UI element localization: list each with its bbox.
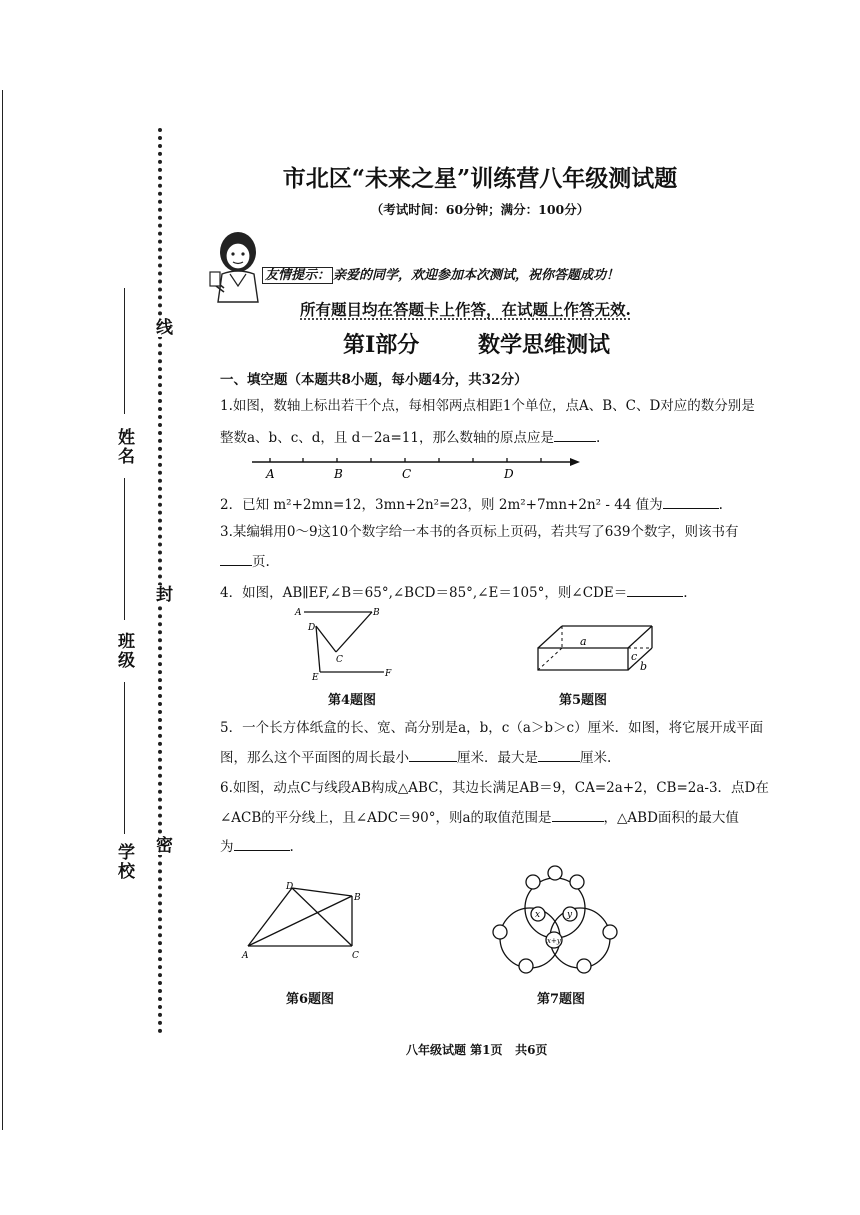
number-line-figure: [248, 450, 588, 482]
fig4-label-b: B: [373, 608, 380, 618]
fig7-label-y: y: [567, 910, 573, 920]
q4-end: .: [683, 585, 688, 601]
instruction: 所有题目均在答题卡上作答，在试题上作答无效.: [300, 300, 631, 319]
q6-answer-blank-range[interactable]: [552, 807, 604, 822]
q6-text-a: ∠ACB的平分线上，且∠ADC＝90°，则a的取值范围是: [220, 810, 552, 826]
tip-label: 友情提示：: [262, 267, 333, 284]
q5-answer-blank-max[interactable]: [538, 747, 580, 762]
fig7-label-xy: x+y: [547, 937, 561, 945]
class-label: 班级: [114, 632, 134, 670]
q6-line1: 6.如图，动点C与线段AB构成△ABC，其边长满足AB＝9，CA=2a+2，CB=2a-3．点D在: [220, 780, 769, 796]
q5-answer-blank-min[interactable]: [409, 747, 457, 762]
fig4-label-a: A: [295, 608, 302, 618]
q1-answer-blank[interactable]: [554, 427, 596, 442]
figure-4-diagram: [292, 604, 402, 680]
q3-line2: [220, 551, 270, 571]
q2-answer-blank[interactable]: [663, 494, 719, 509]
figure-7-caption: 第7题图: [537, 992, 586, 1007]
class-field-line-top: [124, 478, 125, 620]
q6-answer-blank-max-area[interactable]: [234, 836, 290, 851]
q5-text-a: 图，那么这个平面图的周长最小: [220, 750, 409, 766]
exam-title: 市北区“未来之星”训练营八年级测试题: [282, 165, 678, 192]
seal-char-seal: 封: [150, 585, 175, 604]
q5-line2: [220, 747, 611, 767]
school-label: 学校: [114, 843, 134, 881]
numberline-label-b: B: [334, 467, 343, 481]
figure-6-triangle: [240, 878, 370, 962]
fig7-label-x: x: [535, 910, 541, 920]
numberline-label-c: C: [402, 467, 412, 481]
figure-7-circles: [490, 862, 620, 976]
q6-line3: [220, 836, 294, 856]
page-footer: [406, 1041, 547, 1058]
fig4-label-c: C: [336, 655, 343, 665]
q2-text: 2．已知 m²+2mn=12，3mn+2n²=23，则 2m²+7mn+2n² - 44 值为: [220, 497, 663, 513]
section1-heading: 一、填空题（本题共8小题，每小题4分，共32分）: [220, 372, 528, 388]
q3-end: 页.: [252, 554, 270, 570]
page-left-edge: [2, 90, 3, 1130]
figure-4-caption: 第4题图: [328, 693, 377, 708]
footer-page-info: 八年级试题 第1页: [406, 1043, 503, 1057]
q4-answer-blank[interactable]: [627, 582, 683, 597]
name-field-line[interactable]: [124, 288, 125, 414]
q5-line1: 5．一个长方体纸盒的长、宽、高分别是a，b，c（a＞b＞c）厘米．如图，将它展开成平面: [220, 720, 764, 736]
q3-line1: 3.某编辑用0～9这10个数字给一本书的各页标上页码，若共写了639个数字，则该书有: [220, 524, 739, 540]
part-subtitle: 数学思维测试: [478, 332, 611, 358]
figure-6-caption: 第6题图: [286, 992, 335, 1007]
figure-5-cuboid: [532, 618, 662, 676]
fig4-label-f: F: [385, 669, 392, 679]
school-field-line[interactable]: [124, 682, 125, 834]
fig6-label-a: A: [242, 951, 249, 961]
teacher-cartoon-icon: [208, 228, 268, 304]
friendly-tip: [262, 264, 619, 283]
q6-text-b: ，△ABD面积的最大值: [603, 810, 739, 826]
name-label: 姓名: [114, 428, 134, 466]
q6-line2: [220, 807, 739, 827]
exam-info: （考试时间：60分钟；满分：100分）: [370, 202, 590, 217]
fig6-label-b: B: [354, 893, 361, 903]
footer-total-pages: 共6页: [515, 1043, 548, 1057]
q1-line1: 1.如图，数轴上标出若干个点，每相邻两点相距1个单位，点A、B、C、D对应的数分别是: [220, 398, 755, 414]
q2-line: [220, 494, 723, 514]
seal-dotted-line: [158, 128, 162, 1034]
fig4-label-d: D: [308, 623, 316, 633]
fig5-label-c: c: [631, 650, 638, 663]
q4-text: 4．如图，AB∥EF,∠B＝65°,∠BCD＝85°,∠E＝105°，则∠CDE＝: [220, 585, 628, 601]
numberline-label-d: D: [504, 467, 514, 481]
numberline-label-a: A: [266, 467, 275, 481]
q6-end: .: [289, 839, 294, 855]
q3-answer-blank[interactable]: [220, 551, 252, 566]
q1-end: .: [595, 430, 601, 446]
fig6-label-c: C: [352, 951, 359, 961]
fig6-label-d: D: [286, 882, 294, 892]
fig4-label-e: E: [312, 673, 319, 680]
tip-text: 亲爱的同学，欢迎参加本次测试，祝你答题成功！: [333, 268, 620, 283]
q4-line: [220, 582, 688, 602]
fig5-label-a: a: [580, 635, 587, 648]
seal-char-line: 线: [150, 318, 175, 337]
fig5-label-b: b: [640, 660, 648, 673]
q5-text-c: 厘米.: [580, 750, 612, 766]
q6-text-c: 为: [220, 839, 234, 855]
seal-char-secret: 密: [150, 836, 175, 855]
q5-text-b: 厘米．最大是: [457, 750, 538, 766]
q1-text: 整数a、b、c、d，且 d－2a=11，那么数轴的原点应是: [220, 430, 554, 446]
q2-end: .: [718, 497, 723, 513]
q1-line2: [220, 427, 600, 447]
part-title: 第Ⅰ部分: [343, 332, 420, 358]
figure-5-caption: 第5题图: [559, 693, 608, 708]
